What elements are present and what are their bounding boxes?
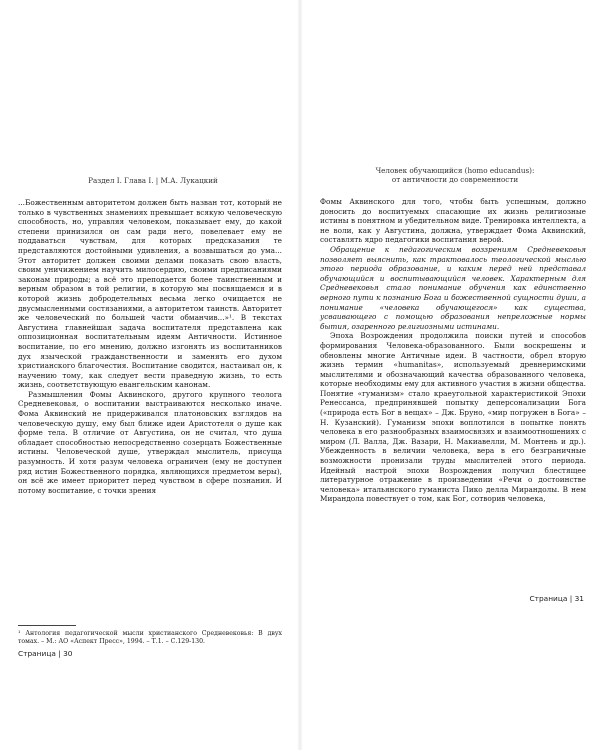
left-body-text — [18, 198, 282, 495]
left-page-number: Страница | 30 — [18, 649, 73, 658]
right-paragraph-3: Эпоха Возрождения продолжила поиски путей и способов формирования Человека-образованного. Были воскрешены и обновлены многие Античные идеи. В частности, обрел вторую жизнь термин «humanitas», используемый древнеримскими мыслителями и обозначающий качества образованного человека, которые необходимы ему для активного участия в жизни общества. Понятие «гуманизм» стало краеугольной характеристикой Эпохи Ренессанса, предпринявшей попытку деперсонализации Бога («природа есть Бог в вещах» – Дж. Бруно, «мир погружен в Бога» – Н. Кузанский). Гуманизм эпохи воплотился в попытке понять человека в его разнообразных взаимосвязях и взаимоотношениях с миром (Л. Валла, Дж. Вазари, Н. Макиавелли, М. Монтень и др.). Убежденность в величии человека, вера в его безграничные возможности пронизали труды мыслителей этого периода. Идейный настрой эпохи Возрождения получил блестящее литературное отражение в произведении «Речи о достоинстве человека» итальянского гуманиста Пико делла Мирандолы. В нем Мирандола повествует о том, как Бог, сотворив человека, — [320, 331, 586, 504]
right-body-text — [320, 197, 586, 504]
right-page-number: Страница | 31 — [529, 594, 584, 603]
left-paragraph-2: Размышления Фомы Аквинского, другого крупного теолога Средневековья, о воспитании выстраиваются несколько иначе. Фома Аквинский не придерживался платоновских взглядов на человеческую душу, ему был ближе идеи Аристотеля о душе как форме тела. В отличие от Августина, он не считал, что душа обладает способностью непосредственно созерцать Божественные истины. Человеческой душе, утверждал мыслитель, присуща разумность. И хотя разум человека ограничен (ему не доступен ряд истин Божественного порядка, являющихся предметом веры), он всё же имеет приоритет перед чувством в сфере познания. И потому воспитание, с точки зрения — [18, 389, 282, 495]
left-running-head: Раздел I. Глава I. | М.А. Лукацкий — [88, 176, 218, 185]
left-paragraph-1: ...Божественным авторитетом должен быть назван тот, который не только в чувственных знамениях превышает всякую человеческую способность, но, управляя человеком, показывает ему, до какой степени принизился он сам ради него, повелевает ему не поддаваться чувствам, для которых предсказания те представляются достойными удивления, а возвышаться до ума... Этот авторитет должен своими делами показать свою власть, своим уничижением научить милосердию, своими предписаниями законам природы; а всё это преподается более таинственным и верным образом в той религии, в которую мы посвящаемся и в которой жизнь добродетельных весьма легко очищается не двусмысленными состязаниями, а авторитетом таинств. Авторитет же человеческий по большей части обманчив...»¹. В текстах Августина главнейшая задача воспитателя представлена как оппозиционная воспитательным идеям Античности. Истинное воспитание, по его мнению, должно изгонять из воспитанников дух языческой гражданственности и заменять его духом христианского благочестия. Воспитание сводится, настаивал он, к научению тому, как следует вести праведную жизнь, то есть жизнь, соответствующую евангельским канонам. — [18, 198, 282, 390]
right-paragraph-2: Обращение к педагогическим воззрениям Средневековья позволяет выяснить, как трактовалось теологической мыслью этого периода образование, и каким перед ней представал обучающийся и воспитывающийся человек. Характерным для Средневековья стало понимание обучения как единственно верного пути к познанию Бога и божественной сущности души, а понимание «человека обучающегося» как существа, усваивающего с помощью образования непреложные нормы бытия, озаренного религиозными истинами. — [320, 244, 586, 331]
right-paragraph-1: Фомы Аквинского для того, чтобы быть успешным, должно доносить до воспитуемых спасающие их жизнь религиозные истины в понятном и убедительном виде. Тренировка интеллекта, а не воли, как у Августина, должна, утверждает Фома Аквинский, составлять ядро педагогики воспитания верой. — [320, 197, 586, 245]
right-running-head-line-1: Человек обучающийся (homo educandus): — [375, 166, 535, 175]
right-running-head — [320, 166, 590, 184]
right-page — [300, 0, 600, 750]
right-running-head-line-2: от античности до современности — [391, 175, 519, 184]
footnote-divider — [18, 625, 76, 626]
footnote: ¹ Антология педагогической мысли христианского Средневековья: В двух томах. – М.: АО «Аспект Пресс», 1994. – Т.1. – С.129-130. — [18, 630, 282, 645]
